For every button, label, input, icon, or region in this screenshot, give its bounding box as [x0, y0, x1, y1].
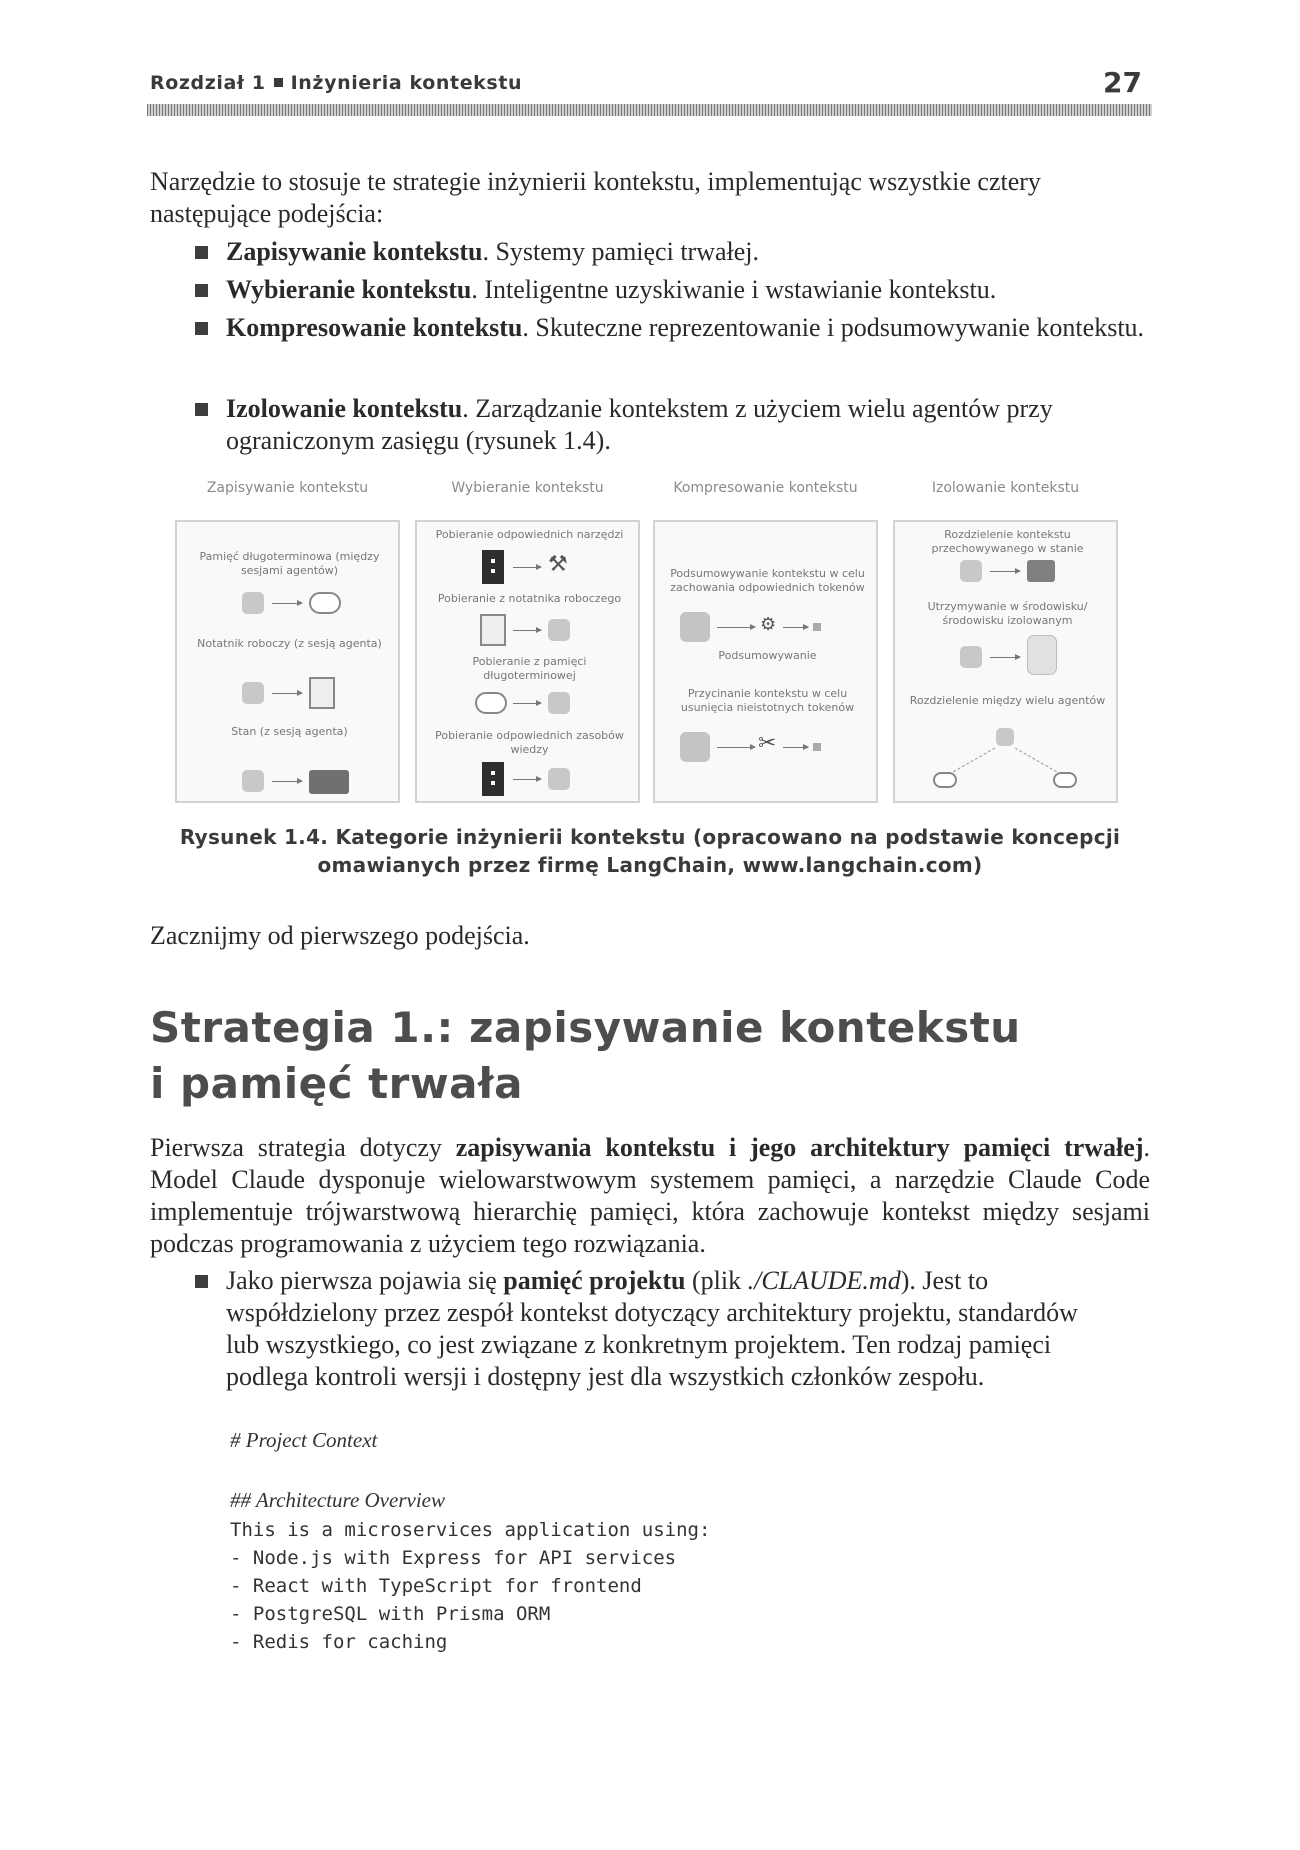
scissors-icon: ✂	[758, 731, 777, 756]
header-separator-icon	[274, 78, 283, 87]
code-comment: # Project Context	[230, 1428, 378, 1452]
list-item-bold: pamięć projektu	[503, 1266, 686, 1295]
code-line: - Redis for caching	[230, 1631, 448, 1653]
bullet-square-icon	[195, 246, 208, 259]
figure-label: Pobieranie z pamięci długoterminowej	[472, 655, 587, 682]
list-item-text: Jako pierwsza pojawia się	[226, 1266, 504, 1295]
memory-box-icon	[242, 592, 264, 614]
memory-box-icon	[680, 612, 710, 642]
list-item	[226, 236, 1146, 268]
arrow-icon	[513, 567, 541, 568]
list-item-bold: Kompresowanie kontekstu	[226, 313, 523, 342]
arrow-icon	[272, 693, 302, 694]
arrow-icon	[513, 779, 541, 780]
brain-icon	[475, 692, 507, 714]
arrow-icon	[783, 627, 808, 628]
list-item	[226, 1265, 1106, 1393]
bullet-square-icon	[195, 322, 208, 335]
list-item-bold: Wybieranie kontekstu	[226, 275, 472, 304]
agent-icon	[482, 550, 504, 584]
running-head	[150, 72, 522, 94]
bullet-square-icon	[195, 1275, 208, 1288]
section-paragraph	[150, 1132, 1150, 1260]
list-item-text: . Zarządzanie kontekstem z użyciem wielu agentów przy ograniczonym zasięgu (rysunek 1.4).	[226, 394, 1053, 455]
figure-label: Przycinanie kontekstu w celu usunięcia nieistotnych tokenów	[680, 687, 855, 714]
memory-box-icon	[548, 768, 570, 790]
section-heading	[150, 1000, 1150, 1112]
bullet-square-icon	[195, 403, 208, 416]
figure-column-title: Zapisywanie kontekstu	[206, 480, 369, 496]
paragraph: Zacznijmy od pierwszego podejścia.	[150, 921, 530, 950]
figure-label: Rozdzielenie między wielu agentów	[909, 694, 1106, 707]
memory-box-icon	[242, 682, 264, 704]
code-line: - Node.js with Express for API services	[230, 1547, 677, 1569]
figure-label: Notatnik roboczy (z sesją agenta)	[197, 637, 382, 650]
figure-label: Utrzymywanie w środowisku/ środowisku izolowanym	[927, 600, 1088, 627]
arrow-icon	[272, 781, 302, 782]
brain-icon	[933, 772, 957, 788]
figure-column-title: Izolowanie kontekstu	[931, 480, 1080, 496]
arrow-icon	[513, 703, 541, 704]
figure-panel-select	[415, 520, 640, 803]
figure-column-title: Wybieranie kontekstu	[451, 480, 604, 496]
token-icon	[813, 623, 821, 631]
list-item-bold: Izolowanie kontekstu	[226, 394, 463, 423]
intro-paragraph: Narzędzie to stosuje te strategie inżynierii kontekstu, implementując wszystkie cztery następujące podejścia:	[150, 167, 1041, 228]
document-icon	[480, 614, 506, 646]
section-heading-line: Strategia 1.: zapisywanie kontekstu	[150, 1003, 1021, 1052]
figure-panel-write	[175, 520, 400, 803]
section-heading-line: i pamięć trwała	[150, 1059, 523, 1108]
agent-icon	[482, 762, 504, 796]
code-line: - PostgreSQL with Prisma ORM	[230, 1603, 551, 1625]
split-arrows-icon	[895, 522, 1120, 805]
figure-label: Rozdzielenie kontekstu przechowywanego w stanie	[931, 528, 1084, 555]
chapter-title: Inżynieria kontekstu	[290, 72, 523, 94]
memory-box-icon	[548, 619, 570, 641]
list-item-text: ). Jest to współdzielony przez zespół kontekst dotyczący architektury projektu, standardów lub wszystkiego, co jest związane z konkretnym projektem. Ten rodzaj pamięci podlega kontroli wersji i dostępny jest dla wszystkich członków zespołu.	[226, 1266, 1078, 1391]
arrow-icon	[717, 747, 755, 748]
list-item	[226, 312, 1146, 344]
figure-column-title: Kompresowanie kontekstu	[673, 480, 858, 496]
figure-label: Pobieranie odpowiednich narzędzi	[435, 528, 624, 541]
figure-label: Stan (z sesją agenta)	[231, 725, 348, 738]
token-icon	[813, 743, 821, 751]
folder-icon	[309, 770, 349, 794]
header-rule	[147, 104, 1152, 116]
document-icon	[309, 677, 335, 709]
summarize-icon: ⚙	[760, 614, 777, 635]
code-line: - React with TypeScript for frontend	[230, 1575, 642, 1597]
tools-icon: ⚒	[548, 552, 568, 577]
figure-panel-compress	[653, 520, 878, 803]
code-comment: ## Architecture Overview	[230, 1488, 445, 1512]
memory-box-icon	[680, 732, 710, 762]
section-paragraph-text: Pierwsza strategia dotyczy	[150, 1133, 456, 1162]
list-item	[226, 393, 1146, 457]
list-item	[226, 274, 1146, 306]
chapter-label: Rozdział 1	[150, 72, 266, 94]
figure-context-engineering	[175, 480, 1125, 810]
figure-label: Podsumowywanie	[718, 649, 817, 662]
brain-icon	[309, 592, 341, 614]
arrow-icon	[717, 627, 755, 628]
bullet-square-icon	[195, 284, 208, 297]
list-item-text: (plik	[685, 1266, 748, 1295]
arrow-icon	[272, 603, 302, 604]
file-name: ./CLAUDE.md	[747, 1266, 901, 1295]
figure-panel-isolate	[893, 520, 1118, 803]
figure-label: Pobieranie odpowiednich zasobów wiedzy	[435, 729, 624, 756]
code-block	[230, 1516, 710, 1656]
brain-icon	[1053, 772, 1077, 788]
page-number: 27	[1103, 66, 1142, 99]
figure-label: Pobieranie z notatnika roboczego	[437, 592, 622, 605]
list-item-text: . Skuteczne reprezentowanie i podsumowywanie kontekstu.	[522, 313, 1145, 342]
memory-box-icon	[242, 770, 264, 792]
code-line: This is a microservices application using:	[230, 1519, 711, 1541]
figure-caption: Rysunek 1.4. Kategorie inżynierii kontekstu (opracowano na podstawie koncepcji omawianych przez firmę LangChain, www.langchain.com)	[179, 825, 1121, 877]
arrow-icon	[513, 630, 541, 631]
memory-box-icon	[548, 692, 570, 714]
list-item-bold: Zapisywanie kontekstu	[226, 237, 483, 266]
section-paragraph-text: . Model Claude dysponuje wielowarstwowym systemem pamięci, a narzędzie Claude Code implementuje trójwarstwową hierarchię pamięci, która zachowuje kontekst między sesjami podczas programowania z użyciem tego rozwiązania.	[150, 1133, 1150, 1258]
figure-label: Pamięć długoterminowa (między sesjami agentów)	[199, 550, 380, 577]
arrow-icon	[783, 747, 808, 748]
list-item-text: . Systemy pamięci trwałej.	[482, 237, 760, 266]
section-paragraph-bold: zapisywania kontekstu i jego architektury pamięci trwałej	[455, 1133, 1144, 1162]
list-item-text: . Inteligentne uzyskiwanie i wstawianie kontekstu.	[471, 275, 997, 304]
figure-label: Podsumowywanie kontekstu w celu zachowania odpowiednich tokenów	[670, 567, 865, 594]
